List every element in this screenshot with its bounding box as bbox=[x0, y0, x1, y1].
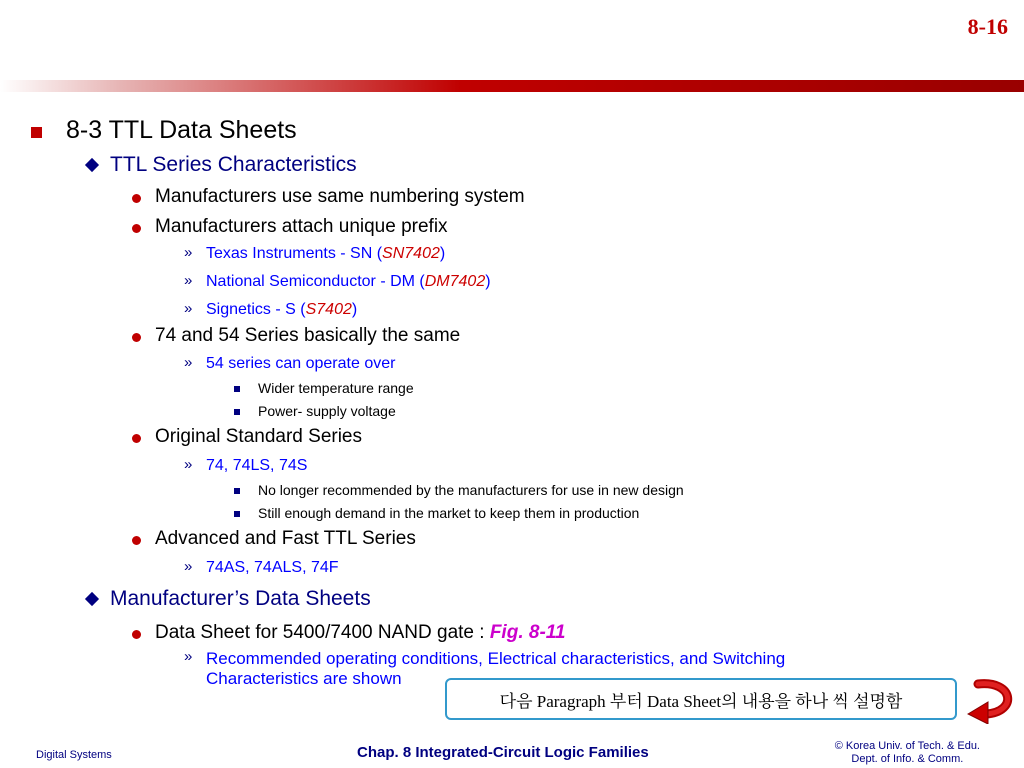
prefix-close: ) bbox=[351, 301, 358, 318]
part-number: S7402 bbox=[305, 301, 352, 318]
sub-characteristics-line2: Characteristics are shown bbox=[206, 669, 402, 688]
sub-characteristics-line1: Recommended operating conditions, Electrical characteristics, and Switching bbox=[206, 649, 786, 668]
dot-bullet-icon bbox=[132, 224, 141, 233]
section-heading-ttl-series: TTL Series Characteristics bbox=[110, 153, 357, 176]
item-advanced-fast: Advanced and Fast TTL Series bbox=[155, 528, 416, 549]
item-74-54-series: 74 and 54 Series basically the same bbox=[155, 325, 461, 346]
page-number: 8-16 bbox=[967, 14, 1008, 39]
sub-54-series: 54 series can operate over bbox=[206, 355, 396, 372]
dot-bullet-icon bbox=[132, 536, 141, 545]
item-nand-data-sheet bbox=[155, 622, 566, 644]
prefix-signetics bbox=[206, 301, 357, 319]
section-heading-data-sheets: Manufacturer’s Data Sheets bbox=[110, 587, 371, 610]
dot-bullet-icon bbox=[132, 194, 141, 203]
note-text: 다음 Paragraph 부터 Data Sheet의 내용을 하나 씩 설명함 bbox=[499, 691, 903, 711]
item-original-standard: Original Standard Series bbox=[155, 426, 362, 447]
footer-copyright-line1: © Korea Univ. of Tech. & Edu. bbox=[834, 740, 980, 752]
prefix-text: Texas Instruments - SN ( bbox=[206, 245, 383, 262]
footer-chapter-title: Chap. 8 Integrated-Circuit Logic Families bbox=[357, 744, 649, 761]
double-chevron-icon: » bbox=[184, 558, 193, 575]
small-square-icon bbox=[234, 511, 240, 517]
double-chevron-icon: » bbox=[184, 456, 193, 473]
small-square-icon bbox=[234, 488, 240, 494]
sub-74-74ls-74s: 74, 74LS, 74S bbox=[206, 457, 308, 474]
double-chevron-icon: » bbox=[184, 648, 193, 665]
sub-74as-74als-74f: 74AS, 74ALS, 74F bbox=[206, 559, 339, 576]
footer-course-name: Digital Systems bbox=[36, 749, 112, 761]
part-number: DM7402 bbox=[424, 273, 486, 290]
title-rule bbox=[0, 80, 1024, 92]
item-text: Data Sheet for 5400/7400 NAND gate : bbox=[155, 622, 490, 643]
prefix-national-semiconductor bbox=[206, 273, 491, 291]
prefix-close: ) bbox=[485, 273, 491, 290]
dot-bullet-icon bbox=[132, 333, 141, 342]
slide-title: 8-3 TTL Data Sheets bbox=[66, 116, 297, 144]
prefix-text: National Semiconductor - DM ( bbox=[206, 273, 425, 290]
diamond-bullet-icon bbox=[85, 158, 99, 172]
double-chevron-icon: » bbox=[184, 300, 193, 317]
item-numbering-system: Manufacturers use same numbering system bbox=[155, 186, 525, 207]
dot-bullet-icon bbox=[132, 630, 141, 639]
part-number: SN7402 bbox=[382, 245, 440, 262]
footer-copyright-line2: Dept. of Info. & Comm. bbox=[851, 753, 964, 765]
double-chevron-icon: » bbox=[184, 354, 193, 371]
explanation-note bbox=[445, 678, 957, 720]
prefix-text: Signetics - S ( bbox=[206, 301, 306, 318]
double-chevron-icon: » bbox=[184, 244, 193, 261]
point-supply-voltage: Power- supply voltage bbox=[258, 403, 396, 419]
double-chevron-icon: » bbox=[184, 272, 193, 289]
footer-copyright bbox=[835, 740, 980, 766]
prefix-texas-instruments bbox=[206, 245, 445, 263]
small-square-icon bbox=[234, 386, 240, 392]
item-unique-prefix: Manufacturers attach unique prefix bbox=[155, 216, 448, 237]
point-not-recommended: No longer recommended by the manufacturers for use in new design bbox=[258, 482, 684, 498]
point-temperature-range: Wider temperature range bbox=[258, 380, 414, 396]
prefix-close: ) bbox=[439, 245, 446, 262]
dot-bullet-icon bbox=[132, 434, 141, 443]
point-still-demand: Still enough demand in the market to keep them in production bbox=[258, 505, 640, 521]
red-square-icon bbox=[31, 127, 42, 138]
curved-return-arrow-icon[interactable] bbox=[964, 674, 1020, 724]
diamond-bullet-icon bbox=[85, 592, 99, 606]
small-square-icon bbox=[234, 409, 240, 415]
figure-reference-link: Fig. 8-11 bbox=[489, 622, 566, 643]
